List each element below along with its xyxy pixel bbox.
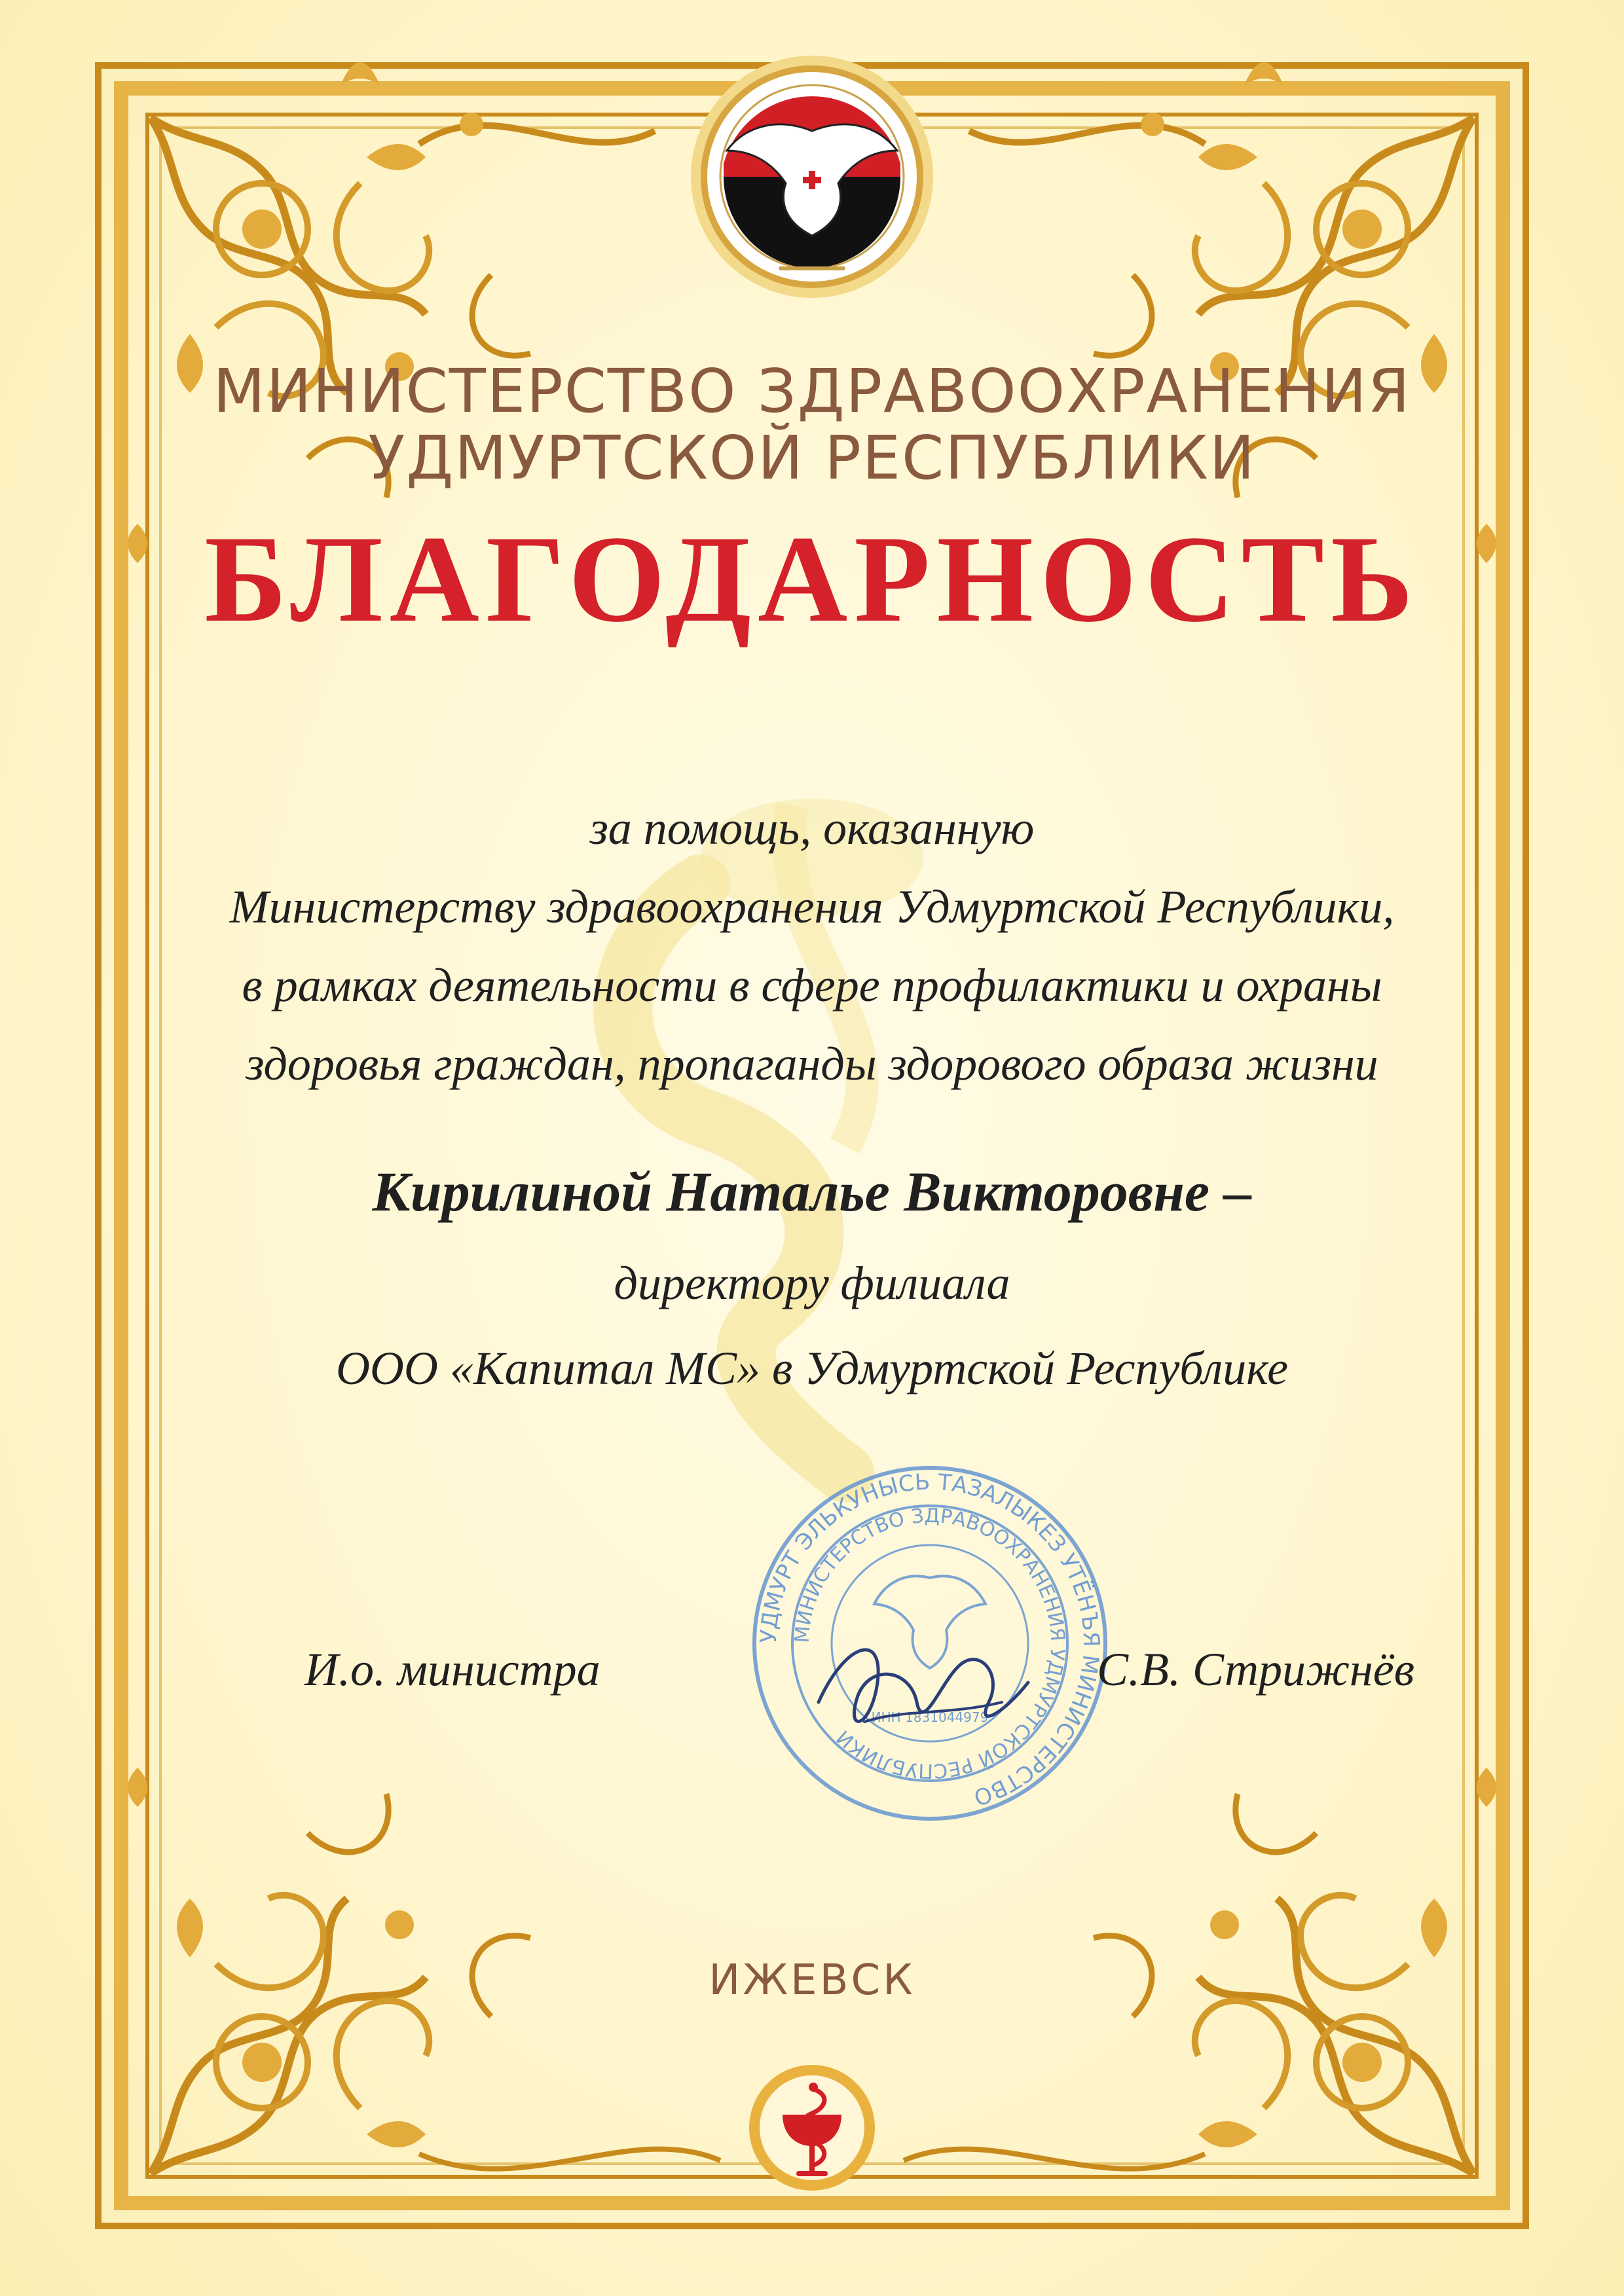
handwritten-signature xyxy=(805,1604,1041,1755)
body-line-1: за помощь, оказанную xyxy=(589,802,1035,854)
caduceus-watermark-icon xyxy=(426,753,1198,1539)
city-name: ИЖЕВСК xyxy=(709,1956,915,2005)
recipient-position-line2: ООО «Капитал МС» в Удмуртской Республике xyxy=(335,1342,1289,1394)
stamp-outer-text: УДМУРТ ЭЛЬКУНЫСЬ ТАЗАЛЫКЕЗ УТЁНЪЯ МИНИСТЕРСТВО xyxy=(755,1468,1105,1811)
signatory-name: С.В. Стрижнёв xyxy=(1097,1643,1414,1696)
stamp-inner-text: МИНИСТЕРСТВО ЗДРАВООХРАНЕНИЯ УДМУРТСКОЙ РЕСПУБЛИКИ xyxy=(790,1504,1069,1783)
document-title: БЛАГОДАРНОСТЬ xyxy=(204,511,1420,648)
body-line-2: Министерству здравоохранения Удмуртской Республики, xyxy=(229,881,1395,933)
udmurtia-coat-of-arms-icon xyxy=(688,52,936,301)
bowl-of-hygieia-icon xyxy=(747,2062,877,2193)
signatory-title: И.о. министра xyxy=(304,1643,600,1696)
stamp-inn: ИНН 1831044979 xyxy=(871,1709,989,1725)
recipient-name: Кирилиной Наталье Викторовне – xyxy=(372,1160,1252,1223)
ministry-name-line2: УДМУРТСКОЙ РЕСПУБЛИКИ xyxy=(368,423,1256,493)
body-line-4: здоровья граждан, пропаганды здорового образа жизни xyxy=(246,1038,1378,1090)
recipient-position-line1: директору филиала xyxy=(614,1257,1010,1309)
ministry-name-line1: МИНИСТЕРСТВО ЗДРАВООХРАНЕНИЯ xyxy=(213,356,1411,426)
body-line-3: в рамках деятельности в сфере профилактики и охраны xyxy=(242,959,1382,1011)
